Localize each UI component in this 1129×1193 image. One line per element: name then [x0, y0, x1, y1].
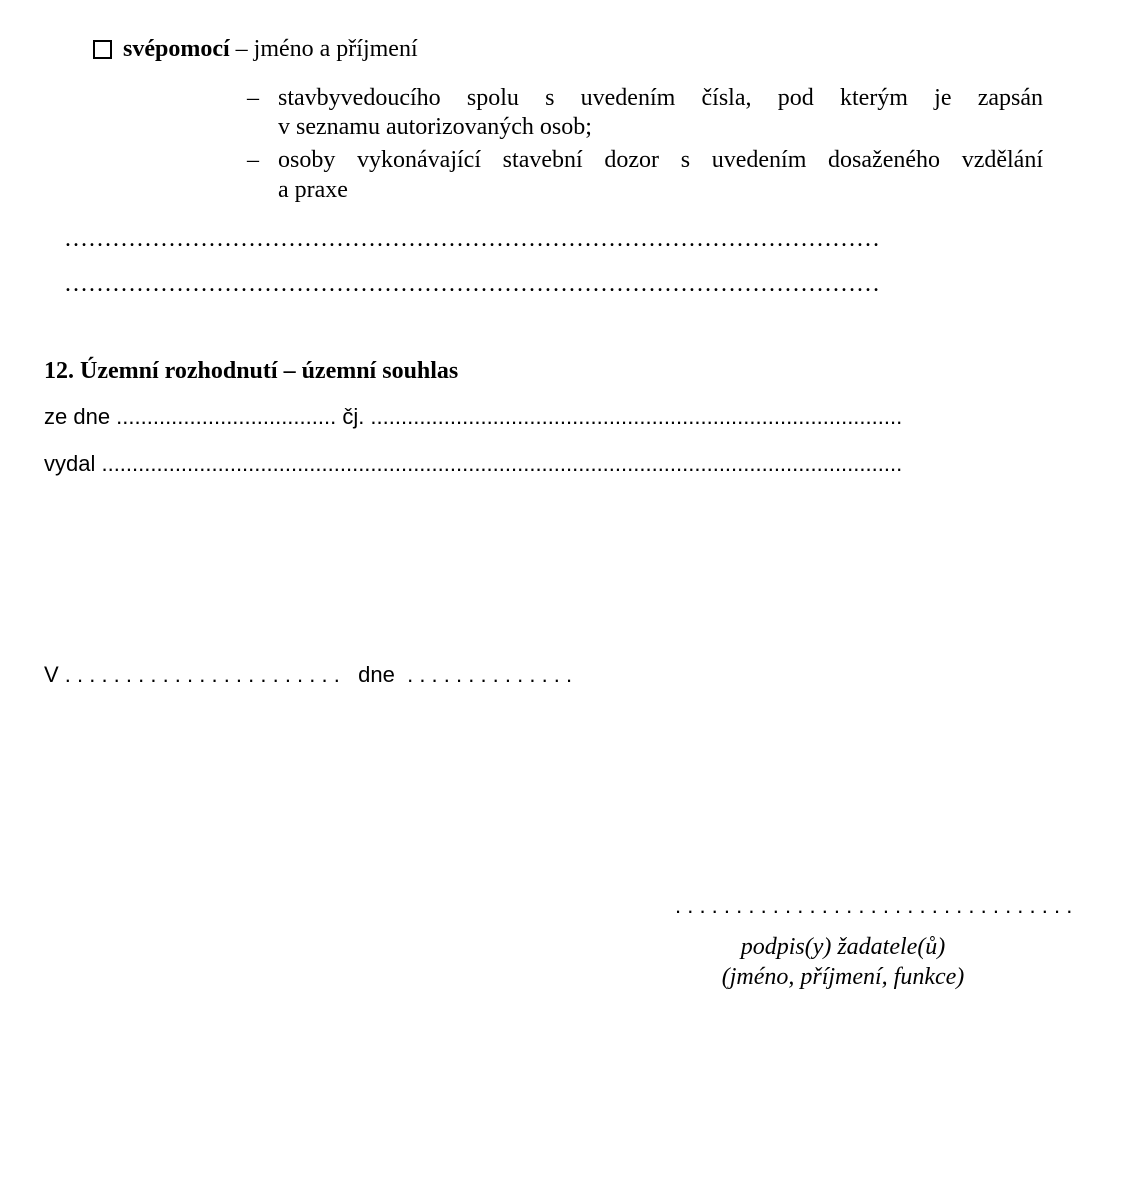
fill-line-2[interactable]: …………………………………………………………………………………………	[64, 271, 880, 297]
bullet-dash-2: –	[247, 147, 259, 173]
fill-line-1[interactable]: …………………………………………………………………………………………	[64, 226, 880, 252]
section-12-heading: 12. Územní rozhodnutí – územní souhlas	[44, 358, 459, 384]
place-date-row[interactable]: V . . . . . . . . . . . . . . . . . . . . . . . dne . . . . . . . . . . . . . .	[44, 662, 573, 687]
self-help-checkbox[interactable]	[93, 40, 112, 59]
bullet-item-1-line2: v seznamu autorizovaných osob;	[278, 114, 592, 140]
self-help-description: – jméno a příjmení	[229, 36, 418, 62]
signature-caption: podpis(y) žadatele(ů)	[740, 934, 946, 960]
section-12-issued-row[interactable]: vydal ...................................................................................................................................	[44, 451, 903, 476]
signature-line[interactable]: . . . . . . . . . . . . . . . . . . . . . . . . . . . . . . . . .	[675, 893, 1073, 918]
bullet-item-2-line1: osoby vykonávající stavební dozor s uvedením dosaženého vzdělání	[278, 147, 1043, 173]
self-help-bold-label: svépomocí	[123, 36, 230, 62]
signature-caption-details: (jméno, příjmení, funkce)	[721, 964, 965, 990]
self-help-option-label	[123, 36, 418, 63]
bullet-item-1-line1: stavbyvedoucího spolu s uvedením čísla, pod kterým je zapsán	[278, 85, 1043, 111]
bullet-dash-1: –	[247, 85, 259, 111]
section-12-date-row[interactable]: ze dne .................................... čj. .......................................................................................	[44, 404, 903, 429]
bullet-item-2-line2: a praxe	[278, 177, 348, 203]
